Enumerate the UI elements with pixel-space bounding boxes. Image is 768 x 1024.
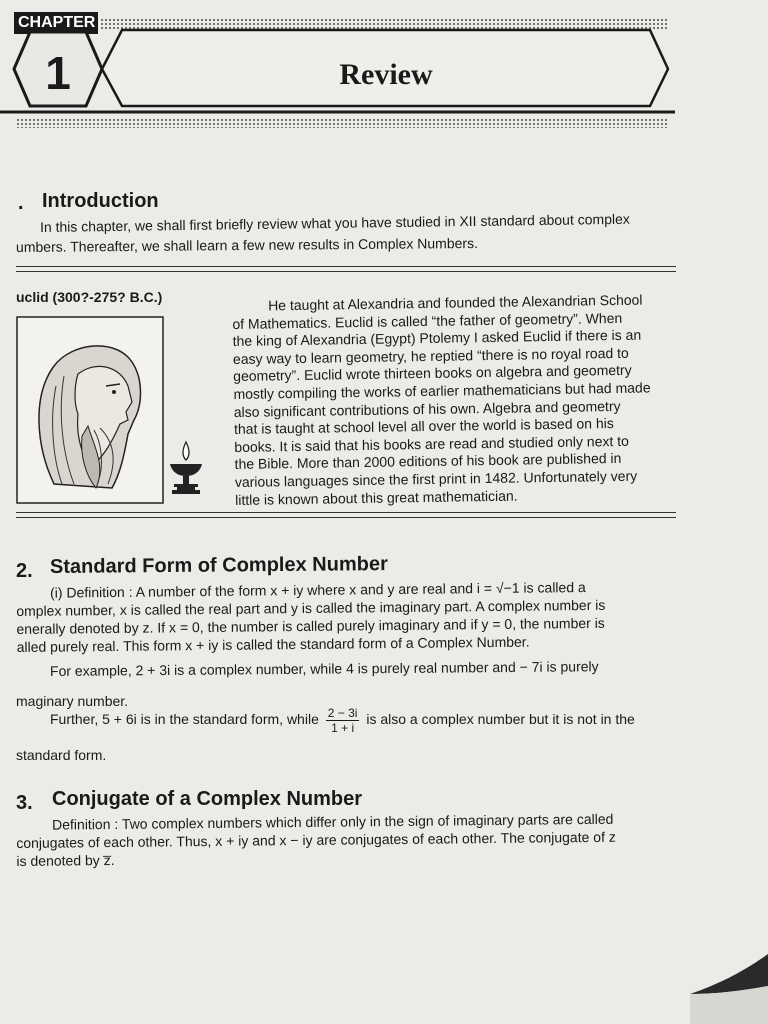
- section2-definition: [16, 577, 677, 656]
- bio-bottom-rule: [16, 512, 676, 518]
- fraction-numerator: 2 − 3i: [327, 706, 358, 720]
- def-line-3: enerally denoted by z. If x = 0, the number is called purely imaginary and if y = 0, the number is: [16, 614, 605, 637]
- page-curl: [690, 950, 768, 1024]
- conj-line-1: Definition : Two complex numbers which differ only in the sign of imaginary parts are called: [52, 810, 614, 833]
- def-line-1: (i) Definition : A number of the form x + iy where x and y are real and i = √−1 is called a: [50, 579, 586, 601]
- section3-definition: [16, 809, 677, 870]
- intro-line-2: umbers. Thereafter, we shall learn a few new results in Complex Numbers.: [15, 234, 479, 255]
- bio-line-9: books. It is said that his books are read and studied only next to: [234, 432, 629, 455]
- def-line-2: omplex number, x is called the real part and y is called the imaginary part. A complex number is: [16, 596, 606, 619]
- bio-text: [232, 291, 677, 509]
- example-line-2: maginary number.: [16, 693, 129, 709]
- fraction-denominator: 1 + i: [331, 721, 355, 735]
- further-post: is also a complex number but it is not in the: [366, 711, 635, 728]
- bio-line-7: also significant contributions of his own. Algebra and geometry: [233, 397, 621, 420]
- chapter-title: Review: [339, 58, 433, 91]
- fraction: [326, 706, 360, 735]
- bio-line-10: the Bible. More than 2000 editions of his book are published in: [234, 450, 622, 473]
- bio-line-8: that is taught at school level all over the world is based on his: [233, 415, 614, 438]
- conj-line-3: is denoted by z̅.: [16, 851, 115, 869]
- chapter-number: 1: [45, 47, 71, 99]
- intro-line-1: In this chapter, we shall first briefly review what you have studied in XII standard about complex: [39, 210, 630, 235]
- section2-heading: Standard Form of Complex Number: [49, 553, 388, 578]
- bio-top-rule: [16, 266, 676, 272]
- bio-line-6: mostly compiling the works of earlier mathematicians but had made: [233, 379, 651, 402]
- euclid-portrait: [16, 316, 164, 504]
- bio-line-11: various languages since the first print in 1482. Unfortunately very: [234, 467, 638, 490]
- bio-line-2: of Mathematics. Euclid is called “the father of geometry”. When: [232, 309, 623, 332]
- bio-name: uclid (300?-275? B.C.): [16, 289, 163, 305]
- intro-heading: Introduction: [42, 190, 159, 212]
- bio-line-3: the king of Alexandria (Egypt) Ptolemy I asked Euclid if there is an: [232, 326, 642, 350]
- bottom-dotted-band: [16, 118, 668, 128]
- def-line-4: alled purely real. This form x + iy is called the standard form of a Complex Number.: [16, 633, 530, 655]
- example-line-1: For example, 2 + 3i is a complex number, while 4 is purely real number and − 7i is purely: [49, 658, 599, 679]
- bio-line-1: He taught at Alexandria and founded the Alexandrian School: [267, 291, 643, 314]
- section3-number: 3.: [16, 792, 33, 814]
- lamp-icon: [166, 440, 206, 498]
- conj-line-2: conjugates of each other. Thus, x + iy and x − iy are conjugates of each other. The conjugate of z: [16, 828, 616, 851]
- intro-heading-number: .: [18, 192, 24, 214]
- bio-line-4: easy way to learn geometry, he reptied “there is no royal road to: [232, 344, 629, 367]
- further-pre: Further, 5 + 6i is in the standard form, while: [50, 711, 319, 728]
- further-line-2: standard form.: [16, 747, 107, 763]
- bio-line-12: little is known about this great mathematician.: [235, 487, 518, 508]
- section2-number: 2.: [16, 560, 33, 582]
- further-line: [50, 706, 635, 735]
- bio-line-5: geometry”. Euclid wrote thirteen books on algebra and geometry: [233, 362, 632, 385]
- chapter-label: CHAPTER: [14, 12, 98, 34]
- section3-heading: Conjugate of a Complex Number: [52, 788, 363, 810]
